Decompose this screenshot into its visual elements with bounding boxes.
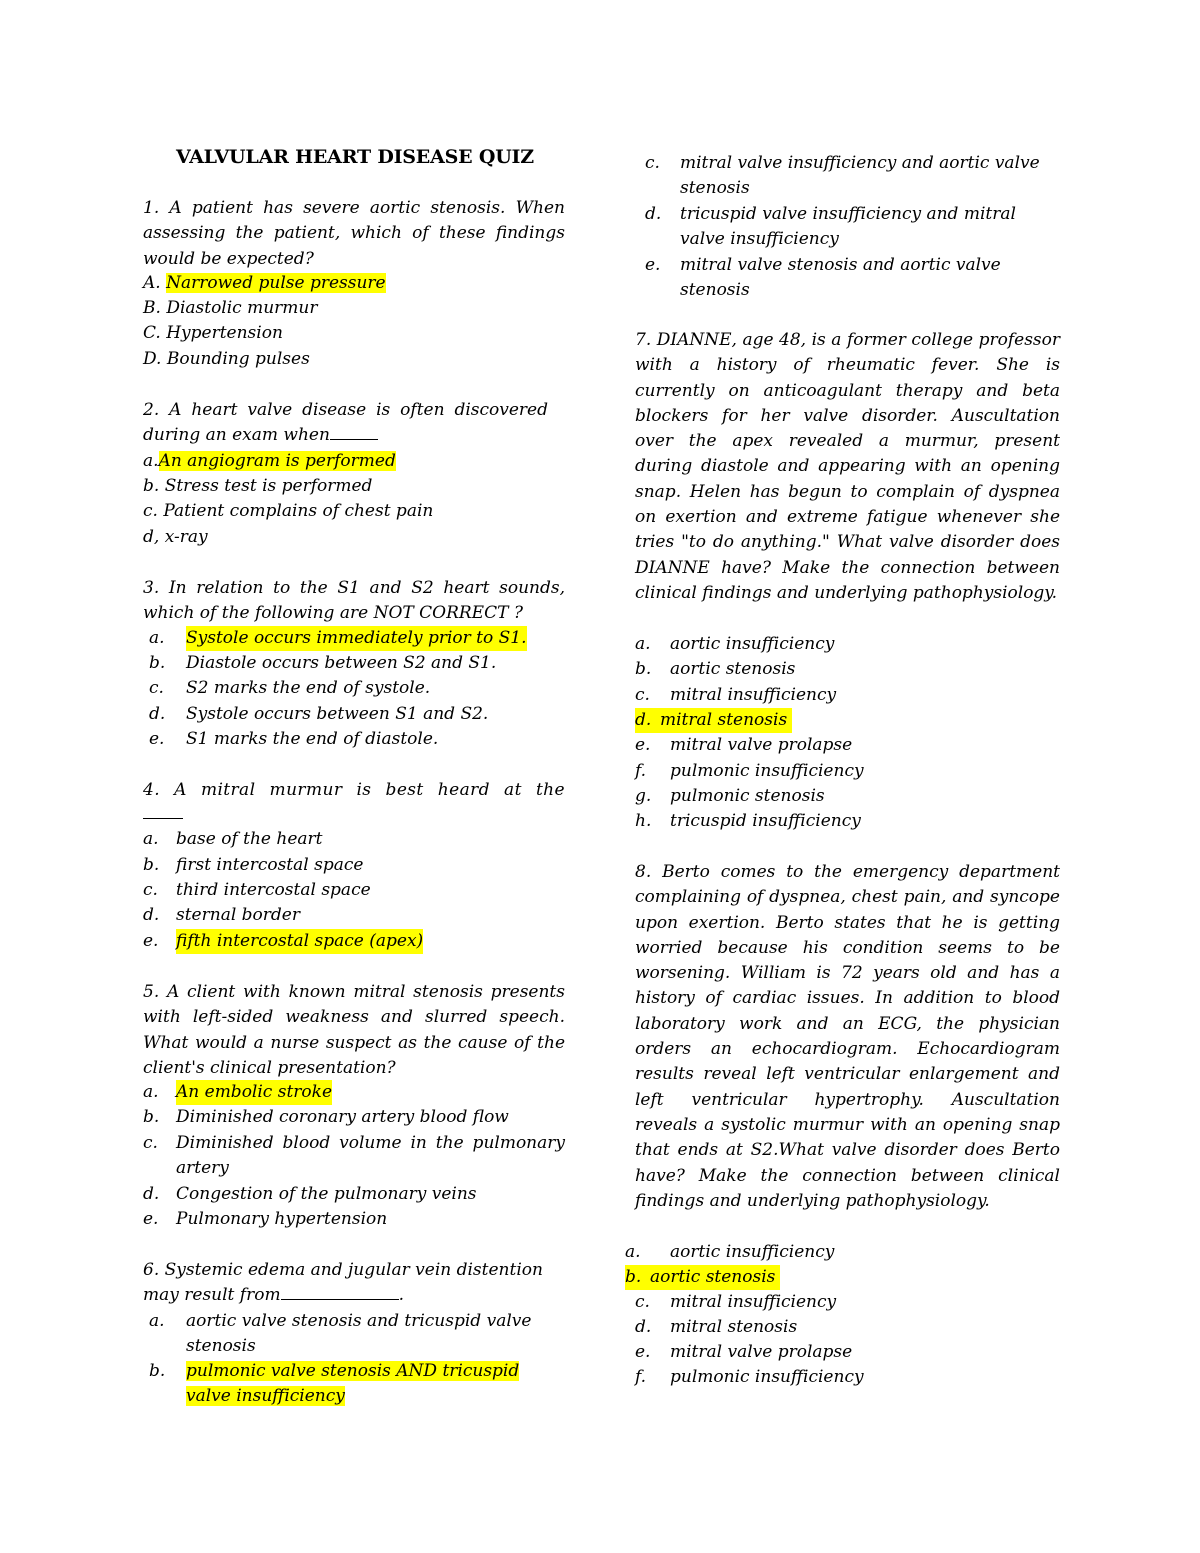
q4-option-a[interactable] (143, 827, 323, 852)
option-label: e. (143, 1209, 159, 1229)
option-text: aortic stenosis (670, 659, 796, 679)
option-text: sternal border (176, 905, 300, 925)
option-text: third intercostal space (176, 880, 371, 900)
q8-option-a[interactable] (625, 1240, 835, 1265)
q4-option-b[interactable] (143, 853, 364, 878)
q8-option-d[interactable] (635, 1315, 798, 1340)
option-label: a. (143, 451, 159, 471)
q6-option-d[interactable] (645, 202, 1060, 253)
answer-blank (281, 1285, 399, 1300)
option-label: a. (149, 628, 165, 648)
option-label: f. (635, 1367, 647, 1387)
option-text: aortic valve stenosis and tricuspid valve stenosis (186, 1311, 532, 1357)
option-label: c. (645, 153, 660, 173)
q4-option-d[interactable] (143, 903, 300, 928)
q3-option-c[interactable] (149, 676, 431, 701)
option-text: mitral valve stenosis and aortic valve stenosis (680, 255, 1001, 301)
q3-option-a[interactable] (149, 626, 527, 651)
option-text: aortic stenosis (650, 1267, 776, 1287)
option-text: mitral stenosis (670, 1317, 798, 1337)
answer-blank (330, 425, 378, 440)
option-text: Narrowed pulse pressure (166, 273, 386, 293)
q3-option-d[interactable] (149, 702, 489, 727)
option-label: b. (635, 659, 652, 679)
option-text: Diminished blood volume in the pulmonary artery (176, 1133, 565, 1179)
option-text: Bounding pulses (166, 349, 310, 369)
option-text: tricuspid valve insufficiency and mitral valve insufficiency (680, 204, 1016, 250)
question-6-stem-line1: 6. Systemic edema and jugular vein distention (143, 1260, 543, 1280)
option-text: x-ray (164, 527, 208, 547)
option-label: d. (149, 704, 166, 724)
option-label: B. (143, 298, 161, 318)
question-2-stem-line2 (143, 423, 378, 448)
q5-option-d[interactable] (143, 1182, 477, 1207)
q7-option-c[interactable] (635, 683, 837, 708)
q2-option-c[interactable] (143, 499, 433, 524)
q3-option-e[interactable] (149, 727, 439, 752)
option-label: e. (149, 729, 165, 749)
question-3-stem-line1: 3. In relation to the S1 and S2 heart sounds, (143, 578, 565, 598)
option-text: S1 marks the end of diastole. (186, 729, 439, 749)
q7-option-b[interactable] (635, 657, 796, 682)
question-1-stem: 1. A patient has severe aortic stenosis. When assessing the patient, which of these findings would be expected? (143, 198, 565, 269)
question-7-stem: 7. DIANNE, age 48, is a former college professor with a history of rheumatic fever. She is currently on anticoagulant therapy and beta blockers for her valve disorder. Auscultation over the apex revealed a murmur, present during diastole and appearing with an opening snap. Helen has begun to complain of dyspnea on exertion and extreme fatigue whenever she tries "to do anything." What valve disorder does DIANNE have? Make the connection between clinical findings and underlying pathophysiology. (635, 330, 1060, 603)
option-label: c. (143, 501, 158, 521)
option-text: pulmonic insufficiency (670, 1367, 864, 1387)
option-text: mitral valve prolapse (670, 735, 853, 755)
option-text: mitral valve insufficiency and aortic valve stenosis (680, 153, 1040, 199)
stem-text: during an exam when (143, 425, 330, 445)
answer-blank (143, 818, 183, 819)
option-label: e. (645, 255, 661, 275)
option-text: fifth intercostal space (apex) (176, 929, 423, 954)
option-text: Systole occurs between S1 and S2. (186, 704, 489, 724)
option-text: pulmonic stenosis (670, 786, 825, 806)
option-label: a. (635, 634, 651, 654)
option-text: mitral insufficiency (670, 685, 837, 705)
option-label: g. (635, 786, 652, 806)
option-text: Stress test is performed (164, 476, 373, 496)
option-text: pulmonic insufficiency (670, 761, 864, 781)
q8-option-e[interactable] (635, 1340, 853, 1365)
option-text: mitral valve prolapse (670, 1342, 853, 1362)
question-8-stem: 8. Berto comes to the emergency department complaining of dyspnea, chest pain, and syncope upon exertion. Berto states that he is getting worried because his condition seems to be worsening. William is 72 years old and has a history of cardiac issues. In addition to blood laboratory work and an ECG, the physician orders an echocardiogram. Echocardiogram results reveal left ventricular enlargement and left ventricular hypertrophy. Auscultation reveals a systolic murmur with an opening snap that ends at S2.What valve disorder does Berto have? Make the connection between clinical findings and underlying pathophysiology. (635, 862, 1060, 1211)
option-text: first intercostal space (176, 855, 364, 875)
question-5-stem: 5. A client with known mitral stenosis presents with left-sided weakness and slurred speech. What would a nurse suspect as the cause of the client's clinical presentation? (143, 982, 565, 1078)
q2-option-a[interactable] (143, 449, 396, 474)
q1-option-a[interactable] (143, 271, 386, 296)
option-text: mitral insufficiency (670, 1292, 837, 1312)
q4-option-c[interactable] (143, 878, 371, 903)
option-label: b. (143, 1107, 160, 1127)
option-text: Systole occurs immediately prior to S1. (186, 626, 527, 651)
q8-option-b[interactable] (625, 1265, 780, 1290)
option-label: d. (645, 204, 662, 224)
q4-option-e[interactable] (143, 929, 424, 954)
q5-option-a[interactable] (143, 1080, 333, 1105)
option-text: Patient complains of chest pain (163, 501, 434, 521)
q2-option-d[interactable] (143, 525, 208, 550)
option-label: a. (143, 829, 159, 849)
option-text: An angiogram is performed (158, 451, 396, 471)
option-text: Congestion of the pulmonary veins (176, 1184, 477, 1204)
q6-option-e[interactable] (645, 253, 1060, 304)
option-label: b. (143, 476, 160, 496)
question-2-stem-line1: 2. A heart valve disease is often discovered (143, 400, 548, 420)
option-label: a. (625, 1242, 641, 1262)
option-text: aortic insufficiency (670, 1242, 835, 1262)
q8-option-f[interactable] (635, 1365, 864, 1390)
option-text: tricuspid insufficiency (670, 811, 861, 831)
q7-option-g[interactable] (635, 784, 825, 809)
option-label: e. (635, 735, 651, 755)
option-label: A. (143, 273, 161, 293)
option-text: An embolic stroke (176, 1080, 332, 1105)
option-label: C. (143, 323, 161, 343)
q7-option-h[interactable] (635, 809, 861, 834)
quiz-title: VALVULAR HEART DISEASE QUIZ (176, 146, 534, 168)
option-text: Diastole occurs between S2 and S1. (186, 653, 497, 673)
option-label: h. (635, 811, 652, 831)
stem-text: may result from (143, 1285, 281, 1305)
option-label: d. (635, 1317, 652, 1337)
option-text: mitral stenosis (660, 710, 788, 730)
option-text: Diastolic murmur (166, 298, 318, 318)
option-text: pulmonic valve stenosis AND tricuspid valve insufficiency (186, 1361, 520, 1407)
option-label: c. (143, 1133, 158, 1153)
option-label: D. (143, 349, 162, 369)
option-label: b. (143, 855, 160, 875)
option-text: base of the heart (176, 829, 323, 849)
option-text: aortic insufficiency (670, 634, 835, 654)
option-label: d. (635, 710, 652, 730)
option-text: Hypertension (166, 323, 283, 343)
question-4-stem: 4. A mitral murmur is best heard at the (143, 780, 565, 800)
q1-option-d[interactable] (143, 347, 310, 372)
q7-option-f[interactable] (635, 759, 864, 784)
q5-option-c[interactable] (143, 1131, 565, 1182)
q1-option-c[interactable] (143, 321, 283, 346)
option-label: b. (149, 1361, 166, 1381)
q6-option-c[interactable] (645, 151, 1060, 202)
question-3-stem-line2: which of the following are NOT CORRECT ? (143, 603, 523, 623)
question-6-stem-line2: may result from . (143, 1285, 404, 1305)
q7-option-e[interactable] (635, 733, 853, 758)
q2-option-b[interactable] (143, 474, 372, 499)
option-label: c. (635, 685, 650, 705)
option-label: f. (635, 761, 647, 781)
option-label: c. (635, 1292, 650, 1312)
option-label: e. (635, 1342, 651, 1362)
option-label: d. (143, 1184, 160, 1204)
option-label: b. (625, 1267, 642, 1287)
option-label: c. (149, 678, 164, 698)
q6-option-a[interactable] (149, 1309, 565, 1360)
q1-option-b[interactable] (143, 296, 318, 321)
q3-option-b[interactable] (149, 651, 497, 676)
option-label: c. (143, 880, 158, 900)
q7-option-a[interactable] (635, 632, 835, 657)
q5-option-e[interactable] (143, 1207, 388, 1232)
option-label: e. (143, 931, 159, 951)
option-label: b. (149, 653, 166, 673)
option-label: a. (143, 1082, 159, 1102)
q8-option-c[interactable] (635, 1290, 837, 1315)
q6-option-b[interactable] (149, 1359, 565, 1410)
q5-option-b[interactable] (143, 1105, 509, 1130)
option-label: d. (143, 905, 160, 925)
q7-option-d[interactable] (635, 708, 792, 733)
option-text: Diminished coronary artery blood flow (176, 1107, 509, 1127)
option-text: Pulmonary hypertension (176, 1209, 388, 1229)
option-text: S2 marks the end of systole. (186, 678, 431, 698)
option-label: d, (143, 527, 160, 547)
option-label: a. (149, 1311, 165, 1331)
